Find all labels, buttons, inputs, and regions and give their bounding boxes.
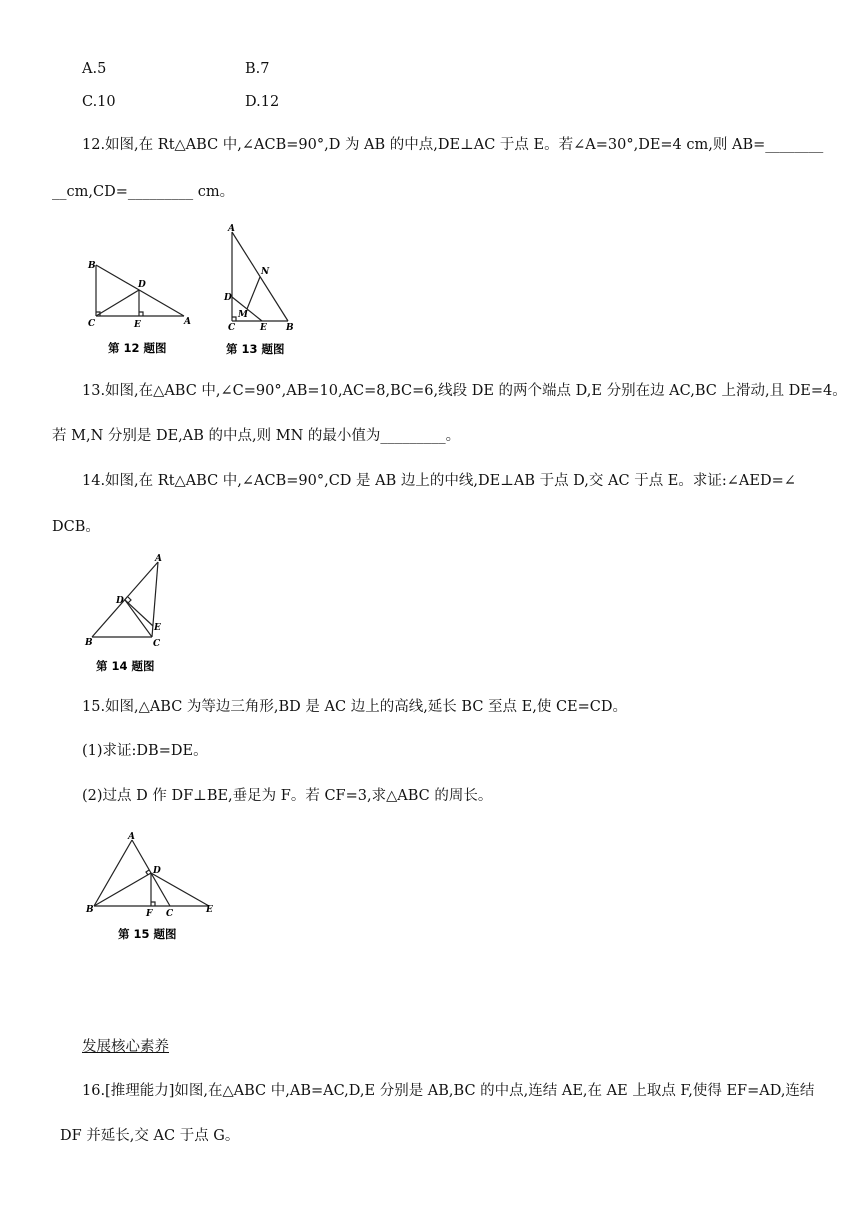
fig14-caption: 第 14 题图 — [96, 659, 155, 673]
figure-15 — [84, 828, 224, 948]
fig13-label-e: E — [260, 323, 267, 333]
fig12-segment-cd — [96, 290, 139, 316]
q14-line1: 14.如图,在 Rt△ABC 中,∠ACB=90°,CD 是 AB 边上的中线,DE⊥AB 于点 D,交 AC 于点 E。求证:∠AED=∠ — [82, 473, 796, 489]
fig14-segment-de — [125, 600, 153, 626]
fig14-right-angle-d — [128, 597, 131, 603]
fig13-label-n: N — [261, 267, 270, 277]
fig15-caption: 第 15 题图 — [118, 927, 177, 941]
option-b: B.7 — [245, 61, 270, 77]
fig14-label-c: C — [153, 639, 161, 649]
fig15-label-e: E — [206, 905, 213, 915]
q15-part1: (1)求证:DB=DE。 — [82, 743, 208, 759]
option-d: D.12 — [245, 94, 280, 110]
fig15-label-a: A — [128, 832, 135, 842]
fig14-segment-dc — [125, 600, 152, 637]
fig12-label-b: B — [88, 261, 96, 271]
fig13-caption: 第 13 题图 — [226, 342, 285, 356]
fig13-segment-mn — [247, 277, 260, 309]
fig15-label-c: C — [166, 909, 174, 919]
figure-14-diagram — [84, 552, 184, 677]
option-c: C.10 — [82, 94, 116, 110]
figure-13 — [220, 222, 310, 362]
fig12-label-d: D — [138, 280, 146, 290]
fig14-label-e: E — [154, 623, 161, 633]
fig13-label-a: A — [228, 224, 235, 234]
q12-line2: __cm,CD=_________ cm。 — [52, 184, 235, 200]
fig15-label-b: B — [86, 905, 94, 915]
fig15-label-f: F — [146, 909, 153, 919]
fig12-right-angle-e — [139, 312, 143, 316]
q13-line2: 若 M,N 分别是 DE,AB 的中点,则 MN 的最小值为_________。 — [52, 428, 461, 444]
fig13-label-m: M — [238, 310, 248, 320]
fig12-label-c: C — [88, 319, 96, 329]
q16-line2: DF 并延长,交 AC 于点 G。 — [60, 1128, 240, 1144]
fig12-label-a: A — [184, 317, 191, 327]
q14-line2: DCB。 — [52, 519, 100, 535]
fig14-label-d: D — [116, 596, 124, 606]
fig13-right-angle-c — [232, 317, 236, 321]
figure-12-diagram — [80, 250, 200, 360]
figure-13-diagram — [220, 222, 310, 362]
fig15-segment-de — [151, 873, 209, 906]
fig14-segment-ab — [92, 562, 158, 637]
fig13-label-b: B — [286, 323, 294, 333]
section-title: 发展核心素养 — [82, 1039, 169, 1055]
figure-12 — [80, 250, 200, 360]
figure-15-diagram — [84, 828, 224, 948]
fig15-segment-bd — [94, 873, 151, 906]
option-a: A.5 — [82, 61, 107, 77]
fig13-label-c: C — [228, 323, 236, 333]
fig12-label-e: E — [134, 320, 141, 330]
fig14-label-a: A — [155, 554, 162, 564]
q15-part2: (2)过点 D 作 DF⊥BE,垂足为 F。若 CF=3,求△ABC 的周长。 — [82, 788, 493, 804]
fig12-caption: 第 12 题图 — [108, 341, 167, 355]
figure-14 — [84, 552, 184, 677]
fig13-label-d: D — [224, 293, 232, 303]
q12-line1: 12.如图,在 Rt△ABC 中,∠ACB=90°,D 为 AB 的中点,DE⊥AC 于点 E。若∠A=30°,DE=4 cm,则 AB=________ — [82, 137, 824, 153]
fig15-segment-ab — [94, 840, 132, 906]
q15-line1: 15.如图,△ABC 为等边三角形,BD 是 AC 边上的高线,延长 BC 至点 E,使 CE=CD。 — [82, 699, 628, 715]
q13-line1: 13.如图,在△ABC 中,∠C=90°,AB=10,AC=8,BC=6,线段 DE 的两个端点 D,E 分别在边 AC,BC 上滑动,且 DE=4。 — [82, 383, 847, 399]
fig15-label-d: D — [153, 866, 161, 876]
fig14-label-b: B — [85, 638, 93, 648]
fig13-segment-ab — [232, 232, 288, 321]
q16-line1: 16.[推理能力]如图,在△ABC 中,AB=AC,D,E 分别是 AB,BC 的中点,连结 AE,在 AE 上取点 F,使得 EF=AD,连结 — [82, 1083, 815, 1099]
